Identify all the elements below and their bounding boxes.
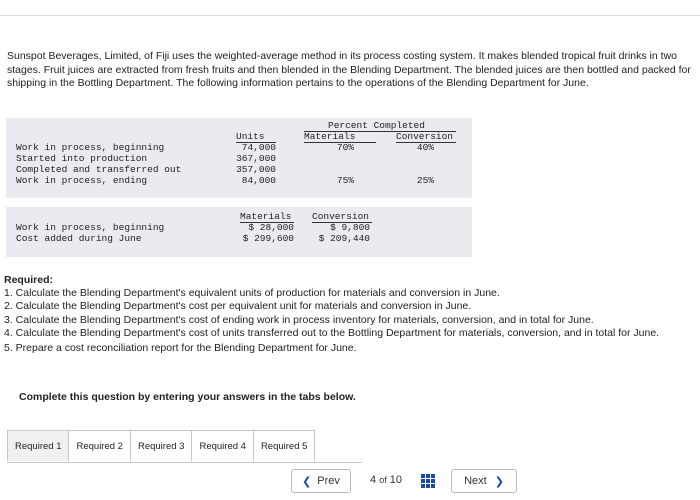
cost-row-label: Work in process, beginning xyxy=(16,222,165,233)
required-item-1: 1. Calculate the Blending Department's equivalent units of production for materials and conversion in June. xyxy=(4,287,500,300)
required-item-2: 2. Calculate the Blending Department's cost per equivalent unit for materials and conversion in June. xyxy=(4,300,472,313)
problem-intro: Sunspot Beverages, Limited, of Fiji uses the weighted-average method in its process costing system. It makes blended tropical fruit drinks in two stages. Fruit juices are extracted from fresh fruits and then blended in the Blending Department. The blended juices are then bottled and packed for shipping in the Bottling Department. The following information pertains to the operations of the Blending Department for June. xyxy=(7,50,691,90)
cost-row-materials: $ 28,000 xyxy=(248,222,294,233)
next-button[interactable] xyxy=(451,469,517,493)
row-materials: 75% xyxy=(336,175,354,186)
prev-button[interactable] xyxy=(291,469,351,493)
complete-question-instruction: Complete this question by entering your answers in the tabs below. xyxy=(19,391,356,403)
cost-row-conversion: $ 209,440 xyxy=(318,233,370,244)
units-table xyxy=(6,118,472,198)
chevron-right-icon: ❯ xyxy=(494,475,504,488)
cost-header-conversion: Conversion xyxy=(312,211,370,222)
required-section xyxy=(4,274,694,355)
tab-required-1[interactable]: Required 1 xyxy=(7,430,69,461)
header-units: Units xyxy=(236,131,265,142)
row-conversion: 25% xyxy=(416,175,434,186)
required-item-5: 5. Prepare a cost reconciliation report for the Blending Department for June. xyxy=(4,342,357,355)
row-label: Work in process, beginning xyxy=(16,142,165,153)
header-materials: Materials xyxy=(304,131,356,142)
header-percent-completed: Percent Completed xyxy=(328,120,425,131)
chevron-left-icon: ❮ xyxy=(302,475,312,488)
cost-row-label: Cost added during June xyxy=(16,233,142,244)
tab-required-3[interactable]: Required 3 xyxy=(130,430,192,461)
next-label: Next xyxy=(464,475,487,487)
cost-table xyxy=(6,207,472,257)
row-units: 84,000 xyxy=(241,175,276,186)
tab-required-5[interactable]: Required 5 xyxy=(253,430,315,461)
prev-label: Prev xyxy=(317,475,340,487)
page-total: 10 xyxy=(389,474,403,486)
cost-row-materials: $ 299,600 xyxy=(242,233,294,244)
row-units: 367,000 xyxy=(236,153,276,164)
row-label: Work in process, ending xyxy=(16,175,148,186)
cost-row-conversion: $ 9,800 xyxy=(330,222,370,233)
page-of: of xyxy=(379,475,387,485)
grid-icon[interactable] xyxy=(421,474,435,488)
row-units: 357,000 xyxy=(236,164,276,175)
top-divider xyxy=(0,15,700,16)
tab-required-4[interactable]: Required 4 xyxy=(191,430,253,461)
header-conversion: Conversion xyxy=(396,131,454,142)
row-label: Started into production xyxy=(16,153,148,164)
required-item-3: 3. Calculate the Blending Department's cost of ending work in process inventory for materials, conversion, and in total for June. xyxy=(4,313,594,326)
page-indicator xyxy=(370,474,402,486)
tab-required-2[interactable]: Required 2 xyxy=(68,430,130,461)
page-current: 4 xyxy=(370,474,377,486)
row-conversion: 40% xyxy=(416,142,434,153)
cost-header-materials: Materials xyxy=(240,211,292,222)
row-units: 74,000 xyxy=(241,142,276,153)
required-tabs xyxy=(7,430,362,463)
required-title: Required: xyxy=(4,274,54,286)
row-label: Completed and transferred out xyxy=(16,164,182,175)
row-materials: 70% xyxy=(336,142,354,153)
required-item-4: 4. Calculate the Blending Department's cost of units transferred out to the Bottling Department for materials, conversion, and in total for June. xyxy=(4,326,660,339)
